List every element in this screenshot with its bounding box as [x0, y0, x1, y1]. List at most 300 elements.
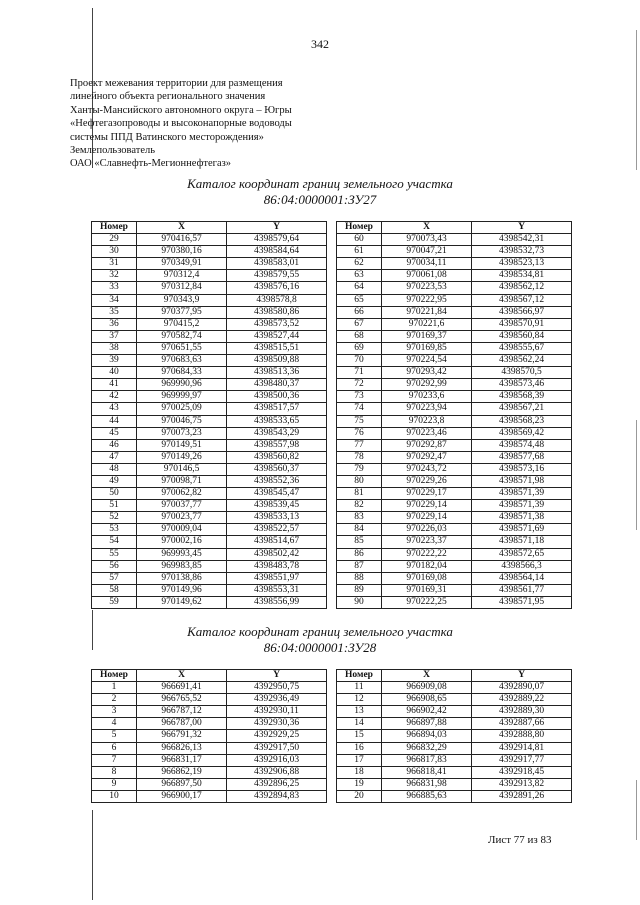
point-number-cell: 63 — [337, 270, 382, 282]
point-number-cell: 47 — [92, 451, 137, 463]
y-coordinate-cell: 4398573,16 — [472, 463, 572, 475]
scan-edge — [636, 780, 637, 840]
table-row — [337, 500, 572, 512]
table-row — [92, 682, 327, 694]
point-number-cell: 87 — [337, 560, 382, 572]
x-coordinate-cell: 966831,17 — [137, 754, 227, 766]
table-row — [92, 451, 327, 463]
table-row — [337, 306, 572, 318]
table-row — [92, 730, 327, 742]
table-row — [337, 355, 572, 367]
header-line: Землепользователь — [70, 145, 156, 157]
y-coordinate-cell: 4398571,98 — [472, 475, 572, 487]
x-coordinate-cell: 970292,99 — [382, 379, 472, 391]
point-number-cell: 57 — [92, 572, 137, 584]
table-row — [92, 330, 327, 342]
table-row — [92, 415, 327, 427]
y-coordinate-cell: 4398571,69 — [472, 524, 572, 536]
point-number-cell: 40 — [92, 367, 137, 379]
y-coordinate-cell: 4398552,36 — [227, 475, 327, 487]
column-header: X — [137, 670, 227, 682]
x-coordinate-cell: 970169,85 — [382, 342, 472, 354]
point-number-cell: 45 — [92, 427, 137, 439]
coordinates-table-zu28-right — [336, 669, 572, 803]
x-coordinate-cell: 970223,53 — [382, 282, 472, 294]
table-row — [337, 439, 572, 451]
point-number-cell: 58 — [92, 584, 137, 596]
y-coordinate-cell: 4398580,86 — [227, 306, 327, 318]
table-row — [337, 730, 572, 742]
y-coordinate-cell: 4392889,30 — [472, 706, 572, 718]
table-row — [337, 536, 572, 548]
table-row — [337, 342, 572, 354]
point-number-cell: 54 — [92, 536, 137, 548]
y-coordinate-cell: 4392894,83 — [227, 790, 327, 802]
point-number-cell: 7 — [92, 754, 137, 766]
table-row — [337, 246, 572, 258]
point-number-cell: 2 — [92, 694, 137, 706]
scan-edge — [636, 30, 637, 170]
x-coordinate-cell: 966862,19 — [137, 766, 227, 778]
point-number-cell: 31 — [92, 258, 137, 270]
point-number-cell: 34 — [92, 294, 137, 306]
y-coordinate-cell: 4398560,84 — [472, 330, 572, 342]
y-coordinate-cell: 4398542,31 — [472, 234, 572, 246]
table-row — [92, 694, 327, 706]
x-coordinate-cell: 970149,51 — [137, 439, 227, 451]
point-number-cell: 6 — [92, 742, 137, 754]
table-row — [337, 379, 572, 391]
x-coordinate-cell: 970146,5 — [137, 463, 227, 475]
table-row — [337, 742, 572, 754]
x-coordinate-cell: 970224,54 — [382, 355, 472, 367]
y-coordinate-cell: 4398533,13 — [227, 512, 327, 524]
point-number-cell: 85 — [337, 536, 382, 548]
table-row — [92, 524, 327, 536]
table-row — [92, 572, 327, 584]
coordinates-table-zu27-left — [91, 221, 327, 609]
y-coordinate-cell: 4398579,55 — [227, 270, 327, 282]
table-row — [337, 718, 572, 730]
y-coordinate-cell: 4392930,36 — [227, 718, 327, 730]
x-coordinate-cell: 970169,08 — [382, 572, 472, 584]
point-number-cell: 62 — [337, 258, 382, 270]
point-number-cell: 4 — [92, 718, 137, 730]
point-number-cell: 43 — [92, 403, 137, 415]
point-number-cell: 82 — [337, 500, 382, 512]
table-row — [337, 415, 572, 427]
x-coordinate-cell: 966765,52 — [137, 694, 227, 706]
x-coordinate-cell: 970169,31 — [382, 584, 472, 596]
table-row — [337, 475, 572, 487]
point-number-cell: 83 — [337, 512, 382, 524]
y-coordinate-cell: 4398567,12 — [472, 294, 572, 306]
y-coordinate-cell: 4398573,46 — [472, 379, 572, 391]
table-row — [337, 790, 572, 802]
point-number-cell: 9 — [92, 778, 137, 790]
x-coordinate-cell: 970684,33 — [137, 367, 227, 379]
y-coordinate-cell: 4398564,14 — [472, 572, 572, 584]
table-row — [337, 234, 572, 246]
y-coordinate-cell: 4398517,57 — [227, 403, 327, 415]
x-coordinate-cell: 966894,03 — [382, 730, 472, 742]
point-number-cell: 1 — [92, 682, 137, 694]
table-row — [92, 488, 327, 500]
y-coordinate-cell: 4392916,03 — [227, 754, 327, 766]
y-coordinate-cell: 4398577,68 — [472, 451, 572, 463]
y-coordinate-cell: 4398574,48 — [472, 439, 572, 451]
table-row — [337, 596, 572, 608]
y-coordinate-cell: 4398543,29 — [227, 427, 327, 439]
column-header: Y — [227, 222, 327, 234]
column-header: Номер — [337, 670, 382, 682]
coordinates-table-zu27-right — [336, 221, 572, 609]
y-coordinate-cell: 4392950,75 — [227, 682, 327, 694]
x-coordinate-cell: 970233,6 — [382, 391, 472, 403]
point-number-cell: 41 — [92, 379, 137, 391]
catalog-parcel-number: 86:04:0000001:ЗУ27 — [263, 191, 377, 207]
y-coordinate-cell: 4398571,39 — [472, 488, 572, 500]
y-coordinate-cell: 4398583,01 — [227, 258, 327, 270]
point-number-cell: 20 — [337, 790, 382, 802]
point-number-cell: 76 — [337, 427, 382, 439]
point-number-cell: 3 — [92, 706, 137, 718]
table-row — [92, 282, 327, 294]
table-row — [92, 294, 327, 306]
catalog-parcel-number: 86:04:0000001:ЗУ28 — [263, 639, 377, 655]
table-row — [92, 548, 327, 560]
table-row — [337, 451, 572, 463]
table-row — [337, 403, 572, 415]
x-coordinate-cell: 970223,46 — [382, 427, 472, 439]
point-number-cell: 12 — [337, 694, 382, 706]
table-row — [92, 512, 327, 524]
y-coordinate-cell: 4392914,81 — [472, 742, 572, 754]
y-coordinate-cell: 4398532,73 — [472, 246, 572, 258]
point-number-cell: 89 — [337, 584, 382, 596]
x-coordinate-cell: 966832,29 — [382, 742, 472, 754]
point-number-cell: 18 — [337, 766, 382, 778]
y-coordinate-cell: 4398584,64 — [227, 246, 327, 258]
point-number-cell: 11 — [337, 682, 382, 694]
table-row — [92, 379, 327, 391]
table-row — [92, 403, 327, 415]
y-coordinate-cell: 4392889,22 — [472, 694, 572, 706]
x-coordinate-cell: 970138,86 — [137, 572, 227, 584]
y-coordinate-cell: 4392930,11 — [227, 706, 327, 718]
table-row — [92, 536, 327, 548]
table-row — [92, 246, 327, 258]
x-coordinate-cell: 966900,17 — [137, 790, 227, 802]
point-number-cell: 19 — [337, 778, 382, 790]
point-number-cell: 53 — [92, 524, 137, 536]
table-row — [337, 294, 572, 306]
y-coordinate-cell: 4398527,44 — [227, 330, 327, 342]
point-number-cell: 50 — [92, 488, 137, 500]
point-number-cell: 81 — [337, 488, 382, 500]
sheet-number: Лист 77 из 83 — [488, 834, 552, 846]
table-header-row — [337, 222, 572, 234]
y-coordinate-cell: 4398566,3 — [472, 560, 572, 572]
table-header-row — [92, 222, 327, 234]
table-row — [92, 475, 327, 487]
point-number-cell: 61 — [337, 246, 382, 258]
point-number-cell: 16 — [337, 742, 382, 754]
x-coordinate-cell: 970047,21 — [382, 246, 472, 258]
header-line: Проект межевания территории для размещения — [70, 78, 283, 89]
point-number-cell: 68 — [337, 330, 382, 342]
x-coordinate-cell: 966885,63 — [382, 790, 472, 802]
point-number-cell: 80 — [337, 475, 382, 487]
y-coordinate-cell: 4398579,64 — [227, 234, 327, 246]
y-coordinate-cell: 4392918,45 — [472, 766, 572, 778]
x-coordinate-cell: 969990,96 — [137, 379, 227, 391]
table-row — [337, 754, 572, 766]
table-row — [337, 778, 572, 790]
table-row — [337, 391, 572, 403]
y-coordinate-cell: 4398551,97 — [227, 572, 327, 584]
x-coordinate-cell: 970149,26 — [137, 451, 227, 463]
x-coordinate-cell: 970025,09 — [137, 403, 227, 415]
x-coordinate-cell: 969999,97 — [137, 391, 227, 403]
point-number-cell: 13 — [337, 706, 382, 718]
point-number-cell: 33 — [92, 282, 137, 294]
x-coordinate-cell: 970292,87 — [382, 439, 472, 451]
point-number-cell: 48 — [92, 463, 137, 475]
point-number-cell: 73 — [337, 391, 382, 403]
column-header: X — [382, 670, 472, 682]
y-coordinate-cell: 4398566,97 — [472, 306, 572, 318]
point-number-cell: 86 — [337, 548, 382, 560]
column-header: X — [137, 222, 227, 234]
table-row — [337, 270, 572, 282]
x-coordinate-cell: 970415,2 — [137, 318, 227, 330]
y-coordinate-cell: 4398576,16 — [227, 282, 327, 294]
table-row — [337, 282, 572, 294]
x-coordinate-cell: 966791,32 — [137, 730, 227, 742]
header-line: ОАО «Славнефть-Мегионнефтегаз» — [70, 158, 232, 170]
y-coordinate-cell: 4398571,18 — [472, 536, 572, 548]
y-coordinate-cell: 4398533,65 — [227, 415, 327, 427]
x-coordinate-cell: 970061,08 — [382, 270, 472, 282]
x-coordinate-cell: 970149,96 — [137, 584, 227, 596]
y-coordinate-cell: 4398483,78 — [227, 560, 327, 572]
point-number-cell: 69 — [337, 342, 382, 354]
point-number-cell: 15 — [337, 730, 382, 742]
point-number-cell: 74 — [337, 403, 382, 415]
y-coordinate-cell: 4398568,39 — [472, 391, 572, 403]
header-line: линейного объекта регионального значения — [70, 91, 266, 103]
x-coordinate-cell: 970416,57 — [137, 234, 227, 246]
y-coordinate-cell: 4398522,57 — [227, 524, 327, 536]
x-coordinate-cell: 970222,25 — [382, 596, 472, 608]
x-coordinate-cell: 970226,03 — [382, 524, 472, 536]
y-coordinate-cell: 4392888,80 — [472, 730, 572, 742]
y-coordinate-cell: 4392890,07 — [472, 682, 572, 694]
table-row — [92, 560, 327, 572]
x-coordinate-cell: 969983,85 — [137, 560, 227, 572]
table-row — [92, 596, 327, 608]
point-number-cell: 60 — [337, 234, 382, 246]
point-number-cell: 44 — [92, 415, 137, 427]
point-number-cell: 75 — [337, 415, 382, 427]
y-coordinate-cell: 4398560,82 — [227, 451, 327, 463]
point-number-cell: 10 — [92, 790, 137, 802]
x-coordinate-cell: 970343,9 — [137, 294, 227, 306]
y-coordinate-cell: 4392913,82 — [472, 778, 572, 790]
y-coordinate-cell: 4398515,51 — [227, 342, 327, 354]
point-number-cell: 79 — [337, 463, 382, 475]
x-coordinate-cell: 970221,84 — [382, 306, 472, 318]
y-coordinate-cell: 4398572,65 — [472, 548, 572, 560]
table-row — [92, 439, 327, 451]
x-coordinate-cell: 970002,16 — [137, 536, 227, 548]
table-row — [92, 706, 327, 718]
y-coordinate-cell: 4398553,31 — [227, 584, 327, 596]
y-coordinate-cell: 4398523,13 — [472, 258, 572, 270]
y-coordinate-cell: 4398502,42 — [227, 548, 327, 560]
x-coordinate-cell: 970034,11 — [382, 258, 472, 270]
table-row — [337, 706, 572, 718]
table-row — [92, 306, 327, 318]
point-number-cell: 32 — [92, 270, 137, 282]
x-coordinate-cell: 969993,45 — [137, 548, 227, 560]
y-coordinate-cell: 4398571,39 — [472, 500, 572, 512]
point-number-cell: 14 — [337, 718, 382, 730]
table-row — [92, 584, 327, 596]
y-coordinate-cell: 4398578,8 — [227, 294, 327, 306]
point-number-cell: 88 — [337, 572, 382, 584]
column-header: Y — [472, 670, 572, 682]
x-coordinate-cell: 970312,4 — [137, 270, 227, 282]
table-row — [92, 391, 327, 403]
table-row — [92, 790, 327, 802]
table-row — [337, 488, 572, 500]
x-coordinate-cell: 966897,50 — [137, 778, 227, 790]
table-row — [92, 234, 327, 246]
x-coordinate-cell: 970582,74 — [137, 330, 227, 342]
x-coordinate-cell: 970229,17 — [382, 488, 472, 500]
point-number-cell: 70 — [337, 355, 382, 367]
x-coordinate-cell: 970229,26 — [382, 475, 472, 487]
y-coordinate-cell: 4392917,50 — [227, 742, 327, 754]
y-coordinate-cell: 4398557,98 — [227, 439, 327, 451]
x-coordinate-cell: 970243,72 — [382, 463, 472, 475]
x-coordinate-cell: 970222,22 — [382, 548, 472, 560]
header-line: «Нефтегазопроводы и высоконапорные водоводы — [70, 118, 292, 130]
y-coordinate-cell: 4398570,91 — [472, 318, 572, 330]
x-coordinate-cell: 966787,12 — [137, 706, 227, 718]
y-coordinate-cell: 4398555,67 — [472, 342, 572, 354]
table-row — [337, 682, 572, 694]
page-number: 342 — [311, 37, 329, 51]
table-row — [337, 330, 572, 342]
x-coordinate-cell: 970037,77 — [137, 500, 227, 512]
x-coordinate-cell: 970221,6 — [382, 318, 472, 330]
table-row — [92, 367, 327, 379]
scan-line — [92, 810, 93, 900]
table-row — [92, 318, 327, 330]
y-coordinate-cell: 4392929,25 — [227, 730, 327, 742]
x-coordinate-cell: 970149,62 — [137, 596, 227, 608]
x-coordinate-cell: 970349,91 — [137, 258, 227, 270]
table-row — [337, 318, 572, 330]
point-number-cell: 38 — [92, 342, 137, 354]
catalog-title-line: Каталог координат границ земельного участка — [187, 176, 453, 191]
column-header: Номер — [92, 222, 137, 234]
x-coordinate-cell: 966818,41 — [382, 766, 472, 778]
x-coordinate-cell: 966908,65 — [382, 694, 472, 706]
x-coordinate-cell: 970229,14 — [382, 512, 472, 524]
x-coordinate-cell: 970009,04 — [137, 524, 227, 536]
x-coordinate-cell: 970651,55 — [137, 342, 227, 354]
y-coordinate-cell: 4398571,38 — [472, 512, 572, 524]
point-number-cell: 77 — [337, 439, 382, 451]
table-row — [92, 342, 327, 354]
point-number-cell: 72 — [337, 379, 382, 391]
x-coordinate-cell: 966787,00 — [137, 718, 227, 730]
y-coordinate-cell: 4398539,45 — [227, 500, 327, 512]
x-coordinate-cell: 970182,04 — [382, 560, 472, 572]
y-coordinate-cell: 4398545,47 — [227, 488, 327, 500]
table-header-row — [337, 670, 572, 682]
point-number-cell: 36 — [92, 318, 137, 330]
point-number-cell: 65 — [337, 294, 382, 306]
table-row — [92, 718, 327, 730]
table-row — [92, 778, 327, 790]
y-coordinate-cell: 4398570,5 — [472, 367, 572, 379]
point-number-cell: 37 — [92, 330, 137, 342]
table-row — [337, 512, 572, 524]
x-coordinate-cell: 970683,63 — [137, 355, 227, 367]
point-number-cell: 84 — [337, 524, 382, 536]
point-number-cell: 5 — [92, 730, 137, 742]
x-coordinate-cell: 970073,23 — [137, 427, 227, 439]
x-coordinate-cell: 970046,75 — [137, 415, 227, 427]
point-number-cell: 49 — [92, 475, 137, 487]
table-row — [337, 427, 572, 439]
x-coordinate-cell: 970062,82 — [137, 488, 227, 500]
y-coordinate-cell: 4398556,99 — [227, 596, 327, 608]
point-number-cell: 46 — [92, 439, 137, 451]
y-coordinate-cell: 4398569,42 — [472, 427, 572, 439]
x-coordinate-cell: 970292,47 — [382, 451, 472, 463]
y-coordinate-cell: 4392887,66 — [472, 718, 572, 730]
point-number-cell: 17 — [337, 754, 382, 766]
table-row — [92, 427, 327, 439]
table-row — [92, 355, 327, 367]
y-coordinate-cell: 4398568,23 — [472, 415, 572, 427]
point-number-cell: 67 — [337, 318, 382, 330]
column-header: Y — [472, 222, 572, 234]
x-coordinate-cell: 970169,37 — [382, 330, 472, 342]
y-coordinate-cell: 4398562,12 — [472, 282, 572, 294]
point-number-cell: 90 — [337, 596, 382, 608]
x-coordinate-cell: 970377,95 — [137, 306, 227, 318]
y-coordinate-cell: 4398480,37 — [227, 379, 327, 391]
table-row — [337, 572, 572, 584]
y-coordinate-cell: 4392891,26 — [472, 790, 572, 802]
table-row — [92, 500, 327, 512]
column-header: Номер — [337, 222, 382, 234]
y-coordinate-cell: 4398573,52 — [227, 318, 327, 330]
table-row — [337, 766, 572, 778]
y-coordinate-cell: 4398500,36 — [227, 391, 327, 403]
coordinates-table-zu28-left — [91, 669, 327, 803]
point-number-cell: 29 — [92, 234, 137, 246]
point-number-cell: 71 — [337, 367, 382, 379]
x-coordinate-cell: 970223,8 — [382, 415, 472, 427]
